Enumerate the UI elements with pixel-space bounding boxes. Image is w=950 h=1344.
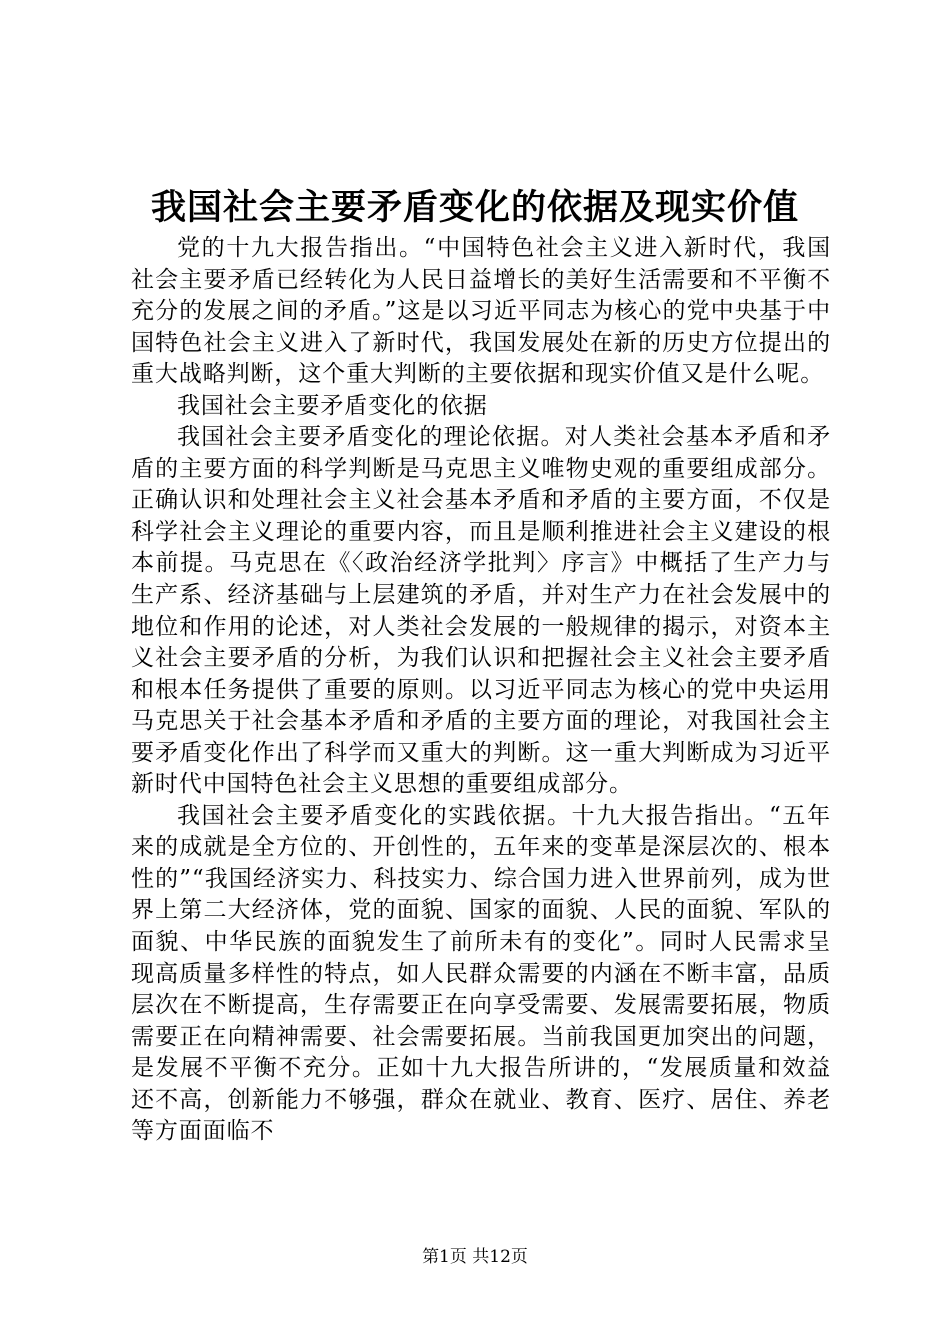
intro-paragraph: 党的十九大报告指出。“中国特色社会主义进入新时代，我国社会主要矛盾已经转化为人民日益增长的美好生活需要和不平衡不充分的发展之间的矛盾。”这是以习近平同志为核心的党中央基于中国特色社会主义进入了新时代，我国发展处在新的历史方位提出的重大战略判断，这个重大判断的主要依据和现实价值又是什么呢。	[131, 235, 831, 388]
document-body	[131, 233, 831, 1148]
section-heading: 我国社会主要矛盾变化的依据	[177, 392, 488, 419]
practice-basis-paragraph: 我国社会主要矛盾变化的实践依据。十九大报告指出。“五年来的成就是全方位的、开创性的，五年来的变革是深层次的、根本性的”“我国经济实力、科技实力、综合国力进入世界前列，成为世界上第二大经济体，党的面貌、国家的面貌、人民的面貌、军队的面貌、中华民族的面貌发生了前所未有的变化”。同时人民需求呈现高质量多样性的特点，如人民群众需要的内涵在不断丰富，品质层次在不断提高，生存需要正在向享受需要、发展需要拓展，物质需要正在向精神需要、社会需要拓展。当前我国更加突出的问题，是发展不平衡不充分。正如十九大报告所讲的，“发展质量和效益还不高，创新能力不够强，群众在就业、教育、医疗、居住、养老等方面面临不	[131, 802, 831, 1145]
page-number-footer: 第1页 共12页	[422, 1247, 528, 1267]
theory-basis-paragraph: 我国社会主要矛盾变化的理论依据。对人类社会基本矛盾和矛盾的主要方面的科学判断是马克思主义唯物史观的重要组成部分。正确认识和处理社会主义社会基本矛盾和矛盾的主要方面，不仅是科学社会主义理论的重要内容，而且是顺利推进社会主义建设的根本前提。马克思在《〈政治经济学批判〉序言》中概括了生产力与生产系、经济基础与上层建筑的矛盾，并对生产力在社会发展中的地位和作用的论述，对人类社会发展的一般规律的揭示，对资本主义社会主要矛盾的分析，为我们认识和把握社会主义社会主要矛盾和根本任务提供了重要的原则。以习近平同志为核心的党中央运用马克思关于社会基本矛盾和矛盾的主要方面的理论，对我国社会主要矛盾变化作出了科学而又重大的判断。这一重大判断成为习近平新时代中国特色社会主义思想的重要组成部分。	[131, 424, 831, 798]
document-title: 我国社会主要矛盾变化的依据及现实价值	[150, 187, 799, 228]
